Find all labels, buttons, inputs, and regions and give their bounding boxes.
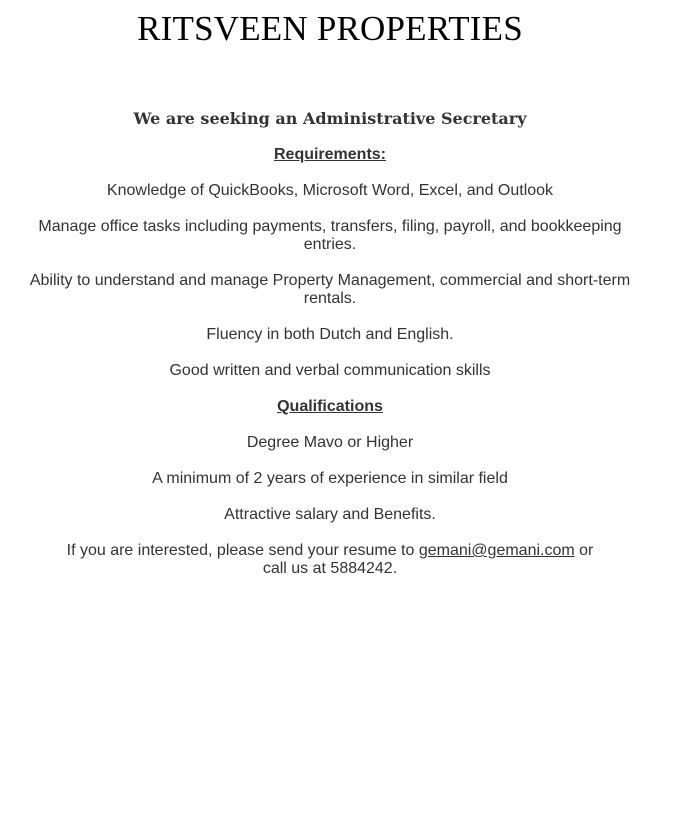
qualification-item: Degree Mavo or Higher — [246, 434, 414, 451]
company-name: RITSVEEN PROPERTIES — [137, 9, 523, 48]
requirements-heading: Requirements: — [273, 146, 387, 163]
requirement-item: Good written and verbal communication skills — [169, 362, 491, 379]
contact-suffix: or call us at 5884242. — [262, 542, 594, 577]
contact-paragraph — [0, 542, 660, 578]
qualification-item: A minimum of 2 years of experience in similar field — [152, 470, 508, 487]
qualifications-heading: Qualifications — [277, 398, 383, 415]
requirement-item: Ability to understand and manage Property Management, commercial and short-term rentals. — [29, 272, 631, 307]
requirement-item: Fluency in both Dutch and English. — [206, 326, 454, 343]
job-headline: We are seeking an Administrative Secretary — [133, 109, 527, 128]
contact-prefix: If you are interested, please send your resume to — [66, 542, 419, 559]
requirement-item: Knowledge of QuickBooks, Microsoft Word, Excel, and Outlook — [106, 182, 554, 199]
requirement-item: Manage office tasks including payments, transfers, filing, payroll, and bookkeeping entries. — [38, 218, 622, 253]
qualification-item: Attractive salary and Benefits. — [224, 506, 436, 523]
posting-body — [0, 146, 660, 596]
email-link[interactable]: gemani@gemani.com — [418, 542, 575, 559]
